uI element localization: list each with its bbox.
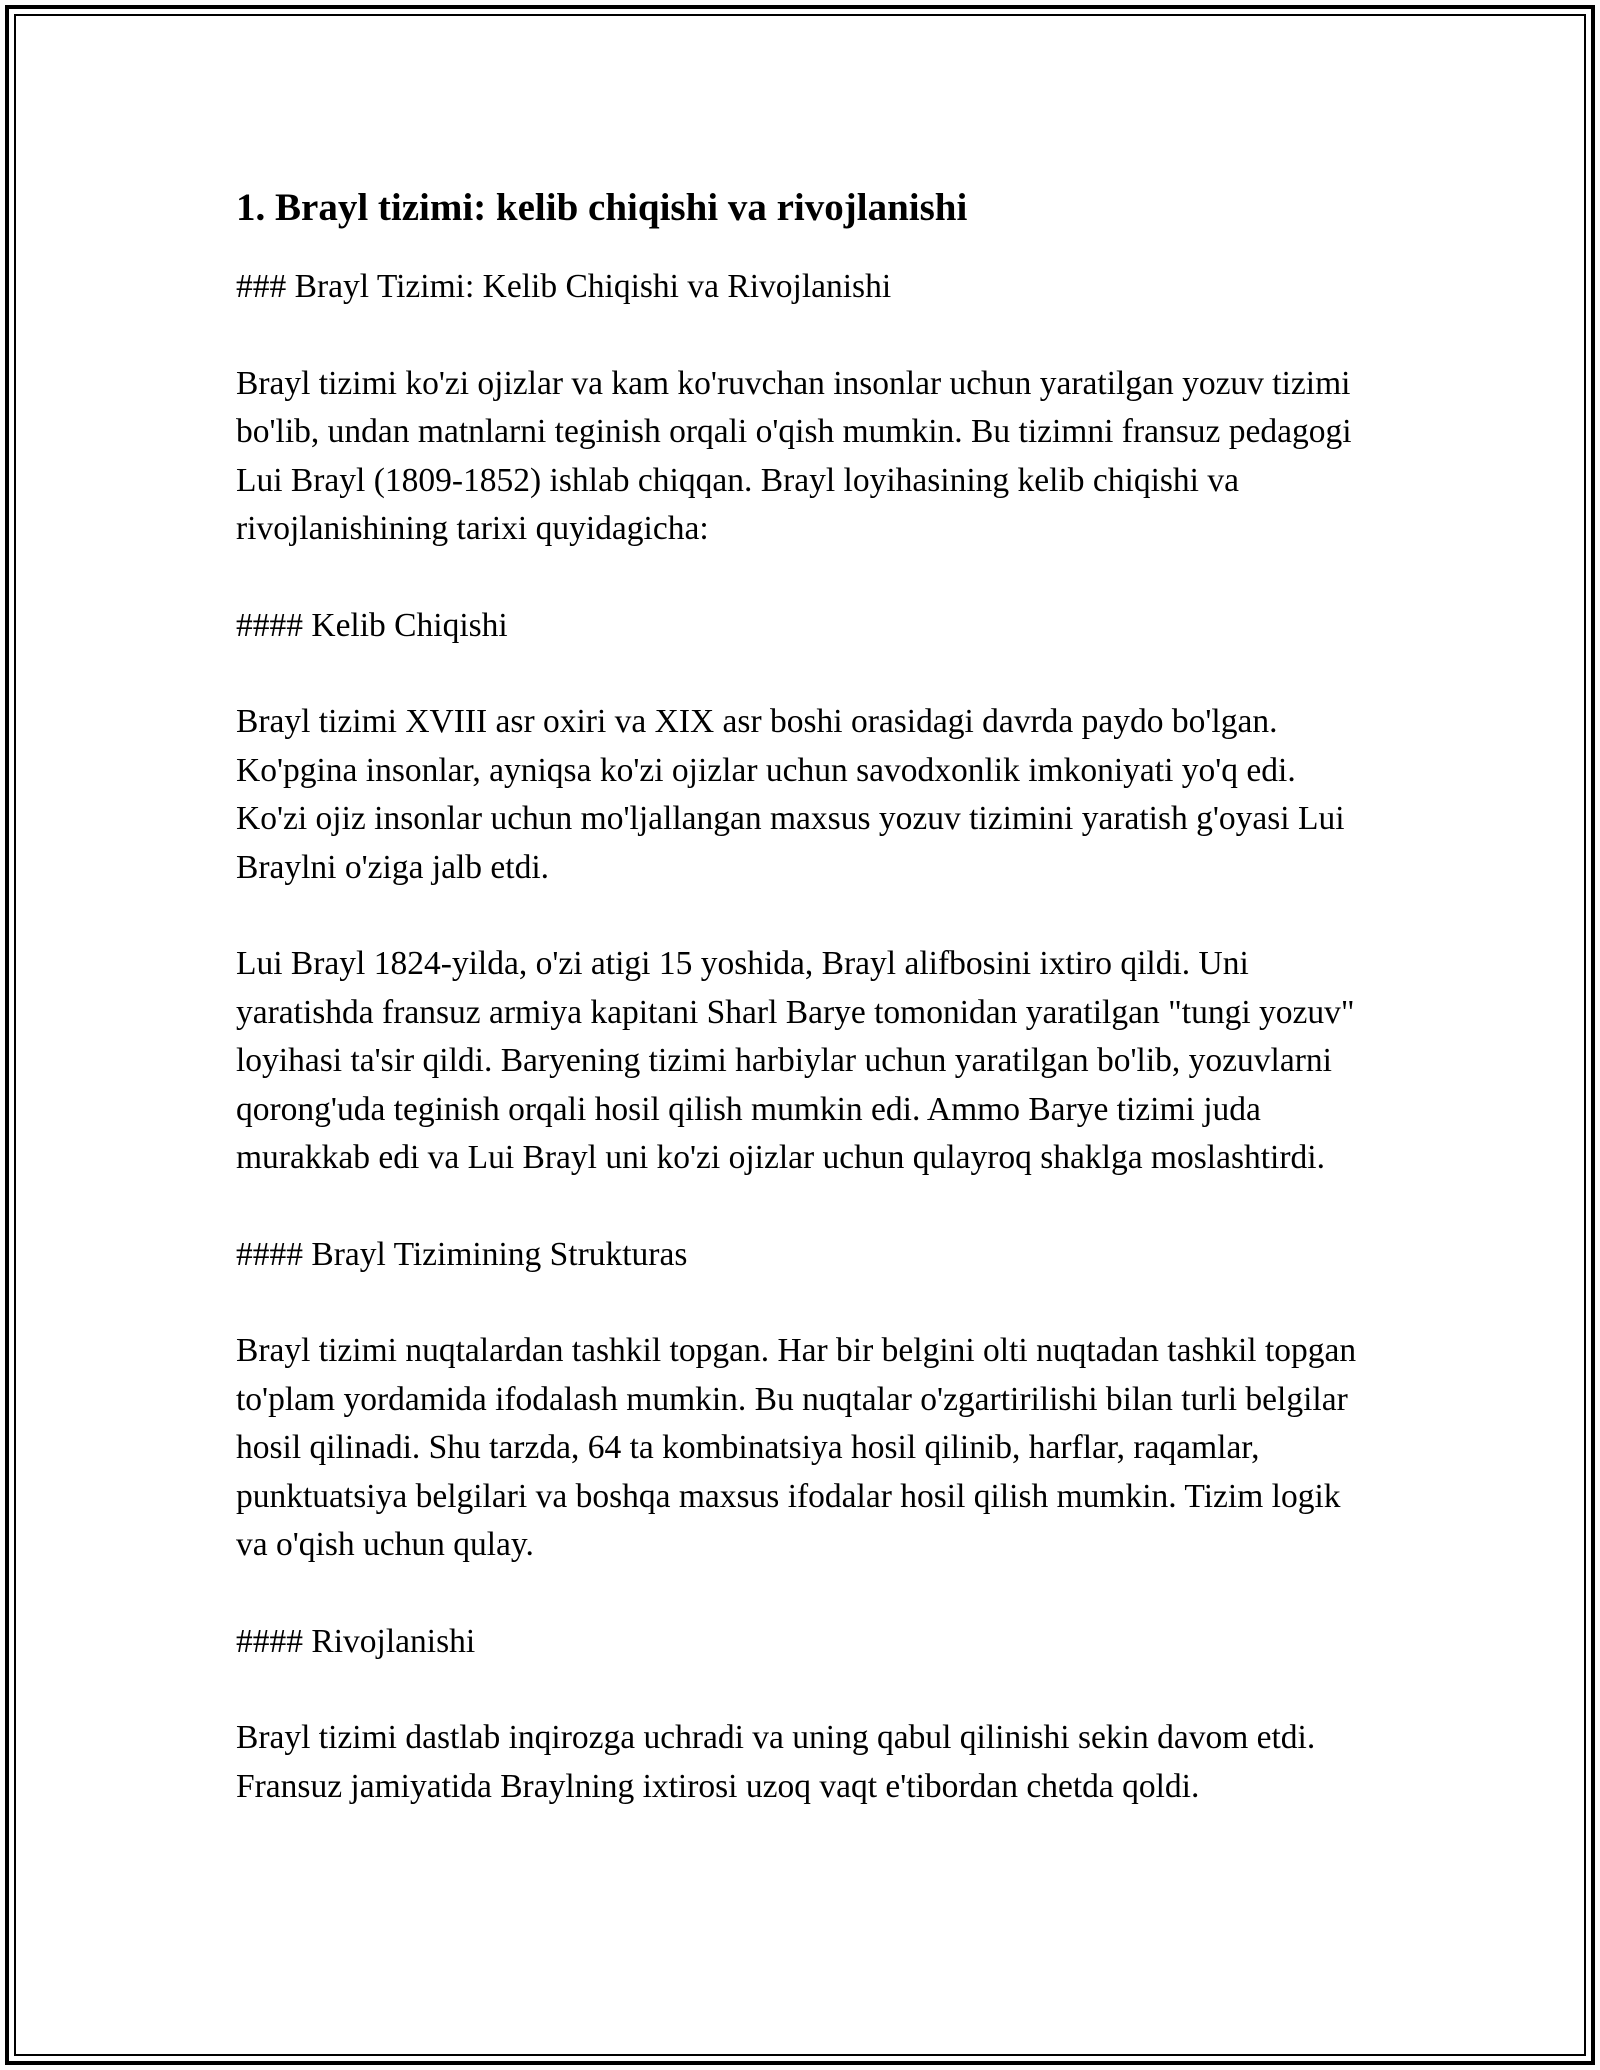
document-title: 1. Brayl tizimi: kelib chiqishi va rivojlanishi: [236, 186, 968, 229]
origin-paragraph-1: Brayl tizimi XVIII asr oxiri va XIX asr boshi orasidagi davrda paydo bo'lgan. Ko'pgina insonlar, ayniqsa ko'zi ojizlar uchun savodxonlik imkoniyati yo'q edi. Ko'zi ojiz insonlar uchun mo'ljallangan maxsus yozuv tizimini yaratish g'oyasi Lui Braylni o'ziga jalb etdi.: [236, 703, 1345, 886]
origin-heading: #### Kelib Chiqishi: [236, 606, 508, 644]
structure-paragraph: Brayl tizimi nuqtalardan tashkil topgan. Har bir belgini olti nuqtadan tashkil topgan to'plam yordamida ifodalash mumkin. Bu nuqtalar o'zgartirilishi bilan turli belgilar hosil qilinadi. Shu tarzda, 64 ta kombinatsiya hosil qilinib, harflar, raqamlar, punktuatsiya belgilari va boshqa maxsus ifodalar hosil qilish mumkin. Tizim logik va o'qish uchun qulay.: [236, 1332, 1357, 1563]
development-heading: #### Rivojlanishi: [236, 1622, 476, 1660]
structure-heading: #### Brayl Tizimining Strukturas: [236, 1235, 688, 1273]
document-body: [236, 184, 1366, 1859]
main-heading: ### Brayl Tizimi: Kelib Chiqishi va Rivojlanishi: [236, 268, 892, 305]
development-paragraph: Brayl tizimi dastlab inqirozga uchradi va uning qabul qilinishi sekin davom etdi. Fransuz jamiyatida Braylning ixtirosi uzoq vaqt e'tibordan chetda qoldi.: [236, 1719, 1316, 1805]
origin-paragraph-2: Lui Brayl 1824-yilda, o'zi atigi 15 yoshida, Brayl alifbosini ixtiro qildi. Uni yaratishda fransuz armiya kapitani Sharl Barye tomonidan yaratilgan "tungi yozuv" loyihasi ta'sir qildi. Baryening tizimi harbiylar uchun yaratilgan bo'lib, yozuvlarni qorong'uda teginish orqali hosil qilish mumkin edi. Ammo Barye tizimi juda murakkab edi va Lui Brayl uni ko'zi ojizlar uchun qulayroq shaklga moslashtirdi.: [236, 945, 1355, 1176]
intro-paragraph: Brayl tizimi ko'zi ojizlar va kam ko'ruvchan insonlar uchun yaratilgan yozuv tizimi bo'lib, undan matnlarni teginish orqali o'qish mumkin. Bu tizimni fransuz pedagogi Lui Brayl (1809-1852) ishlab chiqqan. Brayl loyihasining kelib chiqishi va rivojlanishining tarixi quyidagicha:: [236, 364, 1352, 547]
